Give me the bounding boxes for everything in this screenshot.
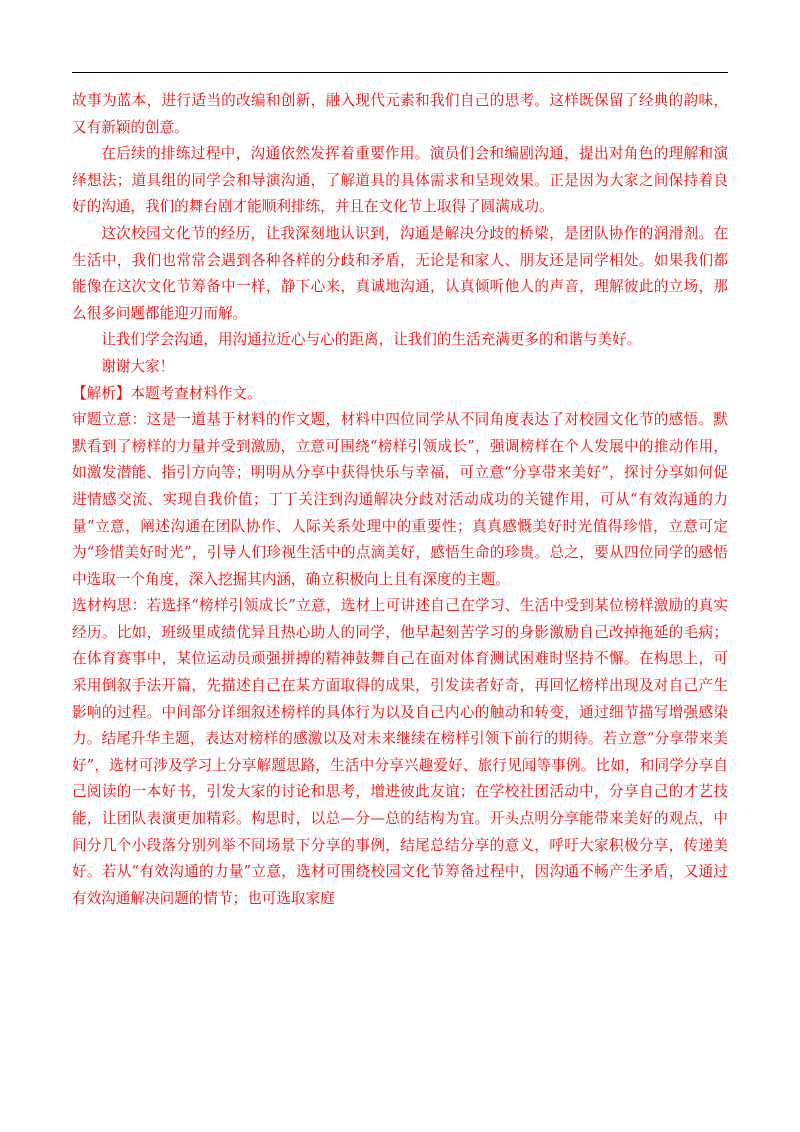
header-rule — [72, 72, 728, 73]
analysis-label: 【解析】 — [72, 384, 131, 402]
paragraph-reflection: 这次校园文化节的经历，让我深刻地认识到，沟通是解决分歧的桥梁，是团队协作的润滑剂。在生活中，我们也常常会遇到各种各样的分歧和矛盾，无论是和家人、朋友还是同学相处。如果我们都能像在这次文化节筹备中一样，静下心来，真诚地沟通，认真倾听他人的声音，理解彼此的立场，那么很多问题都能迎刃而解。 — [72, 224, 728, 322]
paragraph-continuation: 故事为蓝本，进行适当的改编和创新，融入现代元素和我们自己的思考。这样既保留了经典的韵味，又有新颖的创意。 — [72, 92, 728, 136]
analysis-line — [72, 381, 728, 408]
paragraph-call-to-action: 让我们学会沟通，用沟通拉近心与心的距离，让我们的生活充满更多的和谐与美好。 — [101, 331, 642, 349]
document-body — [72, 88, 728, 912]
topic-analysis: 审题立意：这是一道基于材料的作文题，材料中四位同学从不同角度表达了对校园文化节的感悟。默默看到了榜样的力量并受到激励，立意可围绕“榜样引领成长”，强调榜样在个人发展中的推动作用，如激发潜能、指引方向等；明明从分享中获得快乐与幸福，可立意“分享带来美好”，探讨分享如何促进情感交流、实现自我价值；丁丁关注到沟通解决分歧对活动成功的关键作用，可从“有效沟通的力量”立意，阐述沟通在团队协作、人际关系处理中的重要性；真真感慨美好时光值得珍惜，立意可定为“珍惜美好时光”，引导人们珍视生活中的点滴美好，感悟生命的珍贵。总之，要从四位同学的感悟中选取一个角度，深入挖掘其内涵，确立积极向上且有深度的主题。 — [72, 411, 728, 588]
paragraph-thanks: 谢谢大家！ — [101, 357, 175, 375]
material-analysis: 选材构思：若选择“榜样引领成长”立意，选材上可讲述自己在学习、生活中受到某位榜样激励的真实经历。比如，班级里成绩优异且热心助人的同学，他早起刻苦学习的身影激励自己改掉拖延的毛病；在体育赛事中，某位运动员顽强拼搏的精神鼓舞自己在面对体育测试困难时坚持不懈。在构思上，可采用倒叙手法开篇，先描述自己在某方面取得的成果，引发读者好奇，再回忆榜样出现及对自己产生影响的过程。中间部分详细叙述榜样的具体行为以及自己内心的触动和转变，通过细节描写增强感染力。结尾升华主题，表达对榜样的感激以及对未来继续在榜样引领下前行的期待。若立意“分享带来美好”，选材可涉及学习上分享解题思路，生活中分享兴趣爱好、旅行见闻等事例。比如，和同学分享自己阅读的一本好书，引发大家的讨论和思考，增进彼此友谊；在学校社团活动中，分享自己的才艺技能，让团队表演更加精彩。构思时，以总—分—总的结构为宜。开头点明分享能带来美好的观点，中间分几个小段落分别列举不同场景下分享的事例，结尾总结分享的意义，呼吁大家积极分享，传递美好。若从“有效沟通的力量”立意，选材可围绕校园文化节筹备过程中，因沟通不畅产生矛盾，又通过有效沟通解决问题的情节；也可选取家庭 — [72, 597, 728, 907]
analysis-text: 本题考查材料作文。 — [130, 384, 262, 402]
paragraph-rehearsal: 在后续的排练过程中，沟通依然发挥着重要作用。演员们会和编剧沟通，提出对角色的理解和演绎想法；道具组的同学会和导演沟通，了解道具的具体需求和呈现效果。正是因为大家之间保持着良好的沟通，我们的舞台剧才能顺利排练，并且在文化节上取得了圆满成功。 — [72, 145, 728, 216]
